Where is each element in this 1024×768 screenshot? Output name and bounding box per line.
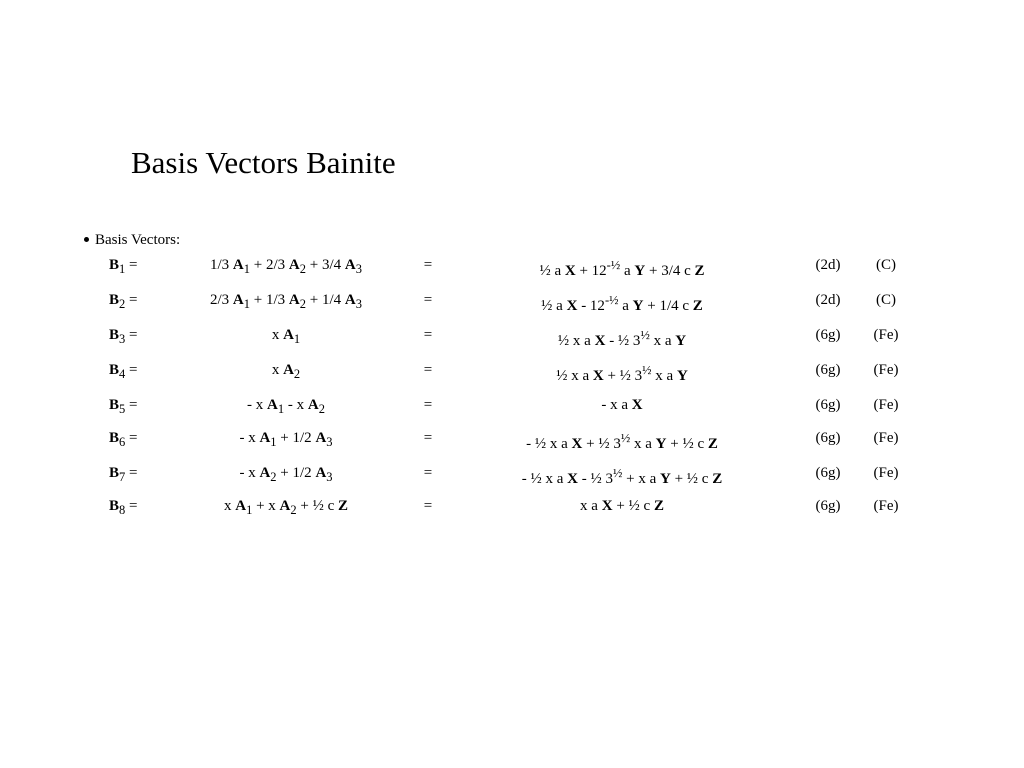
- table-row: [0, 254, 1024, 278]
- atom-label: (Fe): [873, 327, 899, 343]
- atom-label: (Fe): [873, 498, 899, 514]
- lattice-expression: x $A_1$: [271, 327, 301, 346]
- basis-vector-name: $B_7$ =: [109, 465, 138, 484]
- lattice-expression: 2/3 $A_1 + 1/3$ $A_2 + 1/4$ $A_3$: [210, 292, 362, 311]
- cartesian-expression: - ½ x a X - ½ $3^{\frac{1}{2}} + x$ a Y + ½ c Z: [521, 466, 723, 487]
- table-row: [0, 427, 1024, 451]
- basis-vector-name: $B_4$ =: [109, 362, 138, 381]
- basis-vectors-list-header: [84, 230, 180, 250]
- table-row: [0, 495, 1024, 519]
- lattice-expression: x $A_1 + x$ $A_2$ + ½ c Z: [223, 498, 349, 517]
- page-title: Basis Vectors Bainite: [131, 145, 396, 180]
- cartesian-expression: ½ a X - $12^{-\frac{1}{2}}$ a Y + 1/4 c Z: [541, 293, 703, 314]
- table-row: [0, 394, 1024, 418]
- atom-label: (Fe): [873, 430, 899, 446]
- wyckoff-position: (6g): [815, 362, 841, 378]
- atom-label: (Fe): [873, 465, 899, 481]
- list-header-label: Basis Vectors:: [95, 232, 181, 248]
- basis-vector-name: $B_5$ =: [109, 397, 138, 416]
- lattice-expression: - x $A_1$ - x $A_2$: [247, 397, 325, 416]
- wyckoff-position: (6g): [815, 498, 841, 514]
- wyckoff-position: (6g): [815, 465, 841, 481]
- lattice-expression: - x $A_1 + 1/2$ $A_3$: [239, 430, 333, 449]
- equals-sign: =: [423, 292, 433, 308]
- cartesian-expression: ½ x a X + ½ $3^{\frac{1}{2}}$ x a Y: [556, 363, 688, 384]
- basis-vector-name: $B_3$ =: [109, 327, 138, 346]
- table-row: [0, 324, 1024, 348]
- wyckoff-position: (6g): [815, 430, 841, 446]
- equals-sign: =: [423, 327, 433, 343]
- cartesian-expression: ½ x a X - ½ $3^{\frac{1}{2}}$ x a Y: [557, 328, 687, 349]
- equals-sign: =: [423, 465, 433, 481]
- lattice-expression: 1/3 $A_1 + 2/3$ $A_2 + 3/4$ $A_3$: [210, 257, 362, 276]
- cartesian-expression: - x a X: [601, 397, 643, 413]
- basis-vector-name: $B_6$ =: [109, 430, 138, 449]
- equals-sign: =: [423, 362, 433, 378]
- wyckoff-position: (6g): [815, 327, 841, 343]
- bullet-icon: [84, 237, 89, 242]
- basis-vector-name: $B_1$ =: [109, 257, 138, 276]
- table-row: [0, 462, 1024, 486]
- wyckoff-position: (2d): [815, 292, 841, 308]
- cartesian-expression: x a X + ½ c Z: [580, 498, 664, 514]
- table-row: [0, 359, 1024, 383]
- atom-label: (Fe): [873, 397, 899, 413]
- cartesian-expression: ½ a $X + 12^{-\frac{1}{2}}$ a Y + 3/4 c Z: [539, 258, 705, 279]
- basis-vector-name: $B_8$ =: [109, 498, 138, 517]
- wyckoff-position: (6g): [815, 397, 841, 413]
- atom-label: (C): [876, 257, 896, 273]
- equals-sign: =: [423, 257, 433, 273]
- cartesian-expression: - ½ x a X + ½ $3^{\frac{1}{2}}$ x a Y + ½ c Z: [526, 431, 718, 452]
- basis-vector-name: $B_2$ =: [109, 292, 138, 311]
- atom-label: (Fe): [873, 362, 899, 378]
- equals-sign: =: [423, 430, 433, 446]
- lattice-expression: - x $A_2 + 1/2$ $A_3$: [239, 465, 333, 484]
- equals-sign: =: [423, 397, 433, 413]
- lattice-expression: x $A_2$: [271, 362, 301, 381]
- atom-label: (C): [876, 292, 896, 308]
- equals-sign: =: [423, 498, 433, 514]
- wyckoff-position: (2d): [815, 257, 841, 273]
- table-row: [0, 289, 1024, 313]
